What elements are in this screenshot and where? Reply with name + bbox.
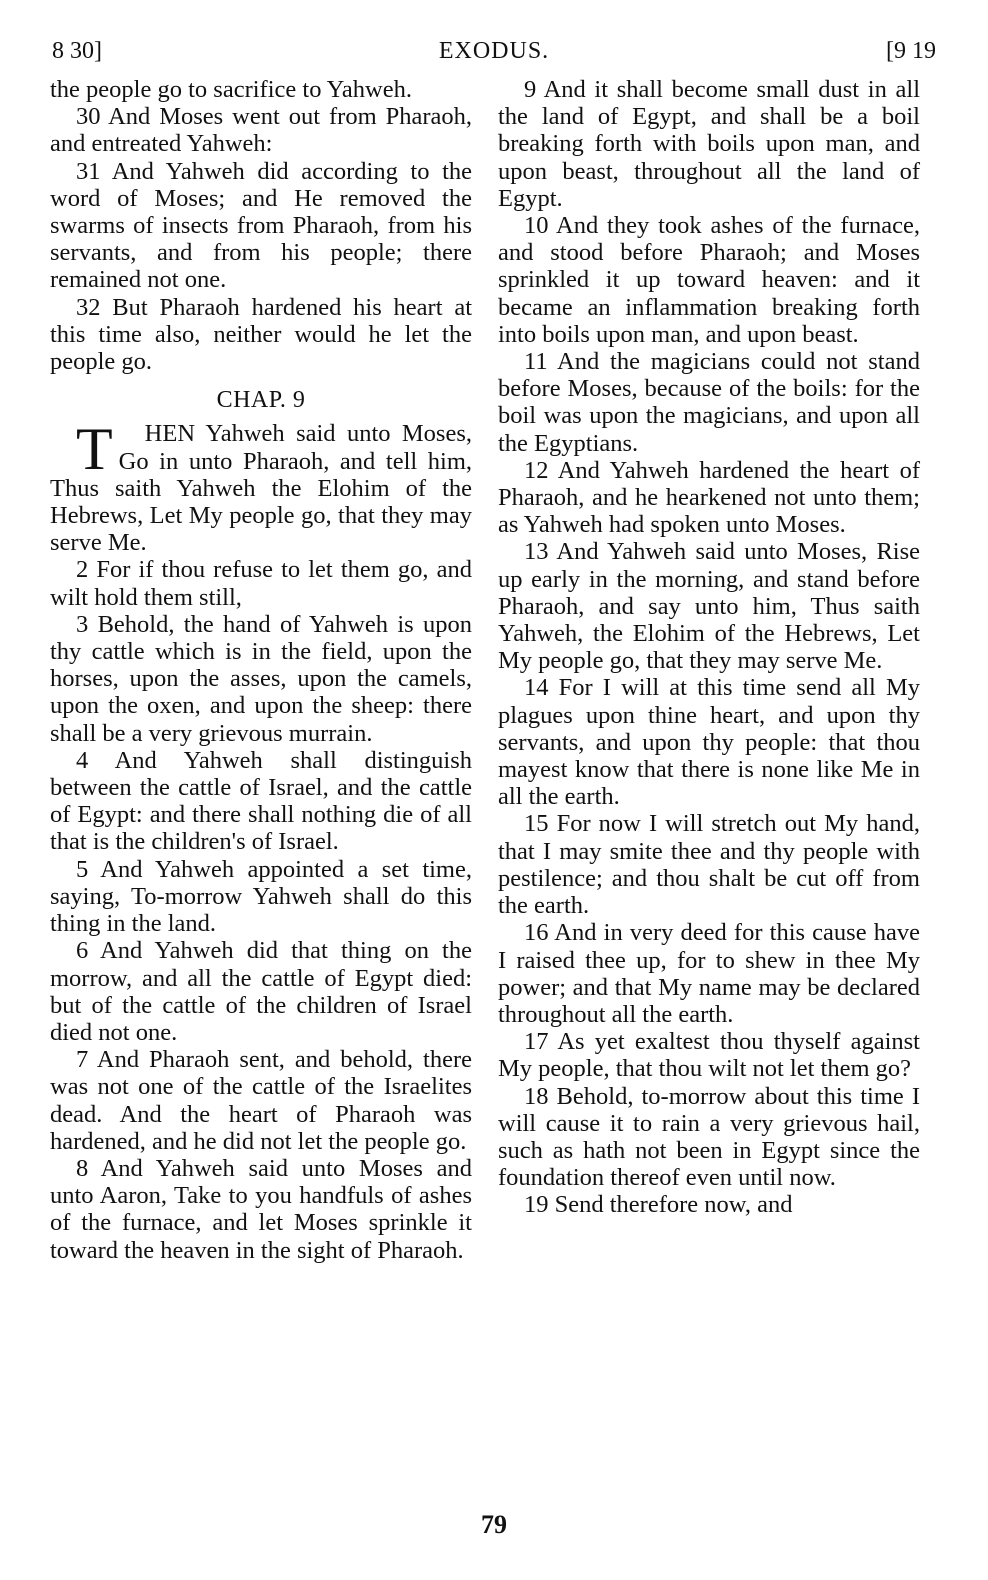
- verse-paragraph: 17 As yet exaltest thou thyself against My people, that thou wilt not let them go?: [498, 1028, 920, 1083]
- verse-paragraph: 30 And Moses went out from Pharaoh, and entreated Yahweh:: [50, 103, 472, 158]
- verse-paragraph: the people go to sacrifice to Yahweh.: [50, 76, 412, 103]
- verse-paragraph: 4 And Yahweh shall distinguish between the cattle of Israel, and the cattle of Egypt: and there shall nothing die of all that is the children's of Israel.: [50, 746, 472, 856]
- verse-paragraph: 13 And Yahweh said unto Moses, Rise up early in the morning, and stand before Pharaoh, and say unto him, Thus saith Yahweh, the Elohim of the Hebrews, Let My people go, that they may serve Me.: [498, 538, 920, 675]
- verse-paragraph: 18 Behold, to-morrow about this time I will cause it to rain a very grievous hail, such as hath not been in Egypt since the foundation thereof even until now.: [498, 1082, 920, 1192]
- verse-paragraph: 7 And Pharaoh sent, and behold, there was not one of the cattle of the Israelites dead. And the heart of Pharaoh was hardened, and he did not let the people go.: [50, 1046, 472, 1155]
- verse-paragraph: 15 For now I will stretch out My hand, that I may smite thee and thy people with pestilence; and thou shalt be cut off from the earth.: [498, 810, 920, 920]
- verse-paragraph: 14 For I will at this time send all My plagues upon thine heart, and upon thy servants, and upon thy people: that thou mayest know that there is none like Me in all the earth.: [498, 674, 920, 811]
- verse-paragraph: 32 But Pharaoh hardened his heart at this time also, neither would he let the people go.: [50, 293, 472, 376]
- verse-paragraph: 3 Behold, the hand of Yahweh is upon thy cattle which is in the field, upon the horses, upon the asses, upon the camels, upon the oxen, and upon the sheep: there shall be a very grievous murrain.: [50, 610, 472, 747]
- header-verse-range-start: 8 30]: [52, 38, 102, 64]
- verse-paragraph: 9 And it shall become small dust in all the land of Egypt, and shall be a boil breaking forth with boils upon man, and upon beast, throughout all the land of Egypt.: [498, 76, 920, 212]
- verse-paragraph: 8 And Yahweh said unto Moses and unto Aaron, Take to you handfuls of ashes of the furnace, and let Moses sprinkle it toward the heaven in the sight of Pharaoh.: [50, 1154, 472, 1264]
- header-book-title: EXODUS.: [438, 38, 550, 64]
- verse-paragraph: 16 And in very deed for this cause have I raised thee up, for to shew in thee My power; and that My name may be declared throughout all the earth.: [498, 919, 920, 1028]
- verse-paragraph: 10 And they took ashes of the furnace, and stood before Pharaoh; and Moses sprinkled it up toward heaven: and it became an inflammation breaking forth into boils upon man, and upon beast.: [498, 212, 920, 348]
- running-header: [52, 34, 936, 68]
- verse-paragraph: 5 And Yahweh appointed a set time, saying, To-morrow Yahweh shall do this thing in the land.: [50, 855, 472, 938]
- chapter-opening-paragraph: [50, 416, 472, 557]
- left-column: [50, 76, 472, 1264]
- verse-paragraph: 12 And Yahweh hardened the heart of Pharaoh, and he hearkened not unto them; as Yahweh had spoken unto Moses.: [498, 456, 920, 539]
- verse-paragraph: 2 For if thou refuse to let them go, and wilt hold them still,: [50, 556, 472, 611]
- header-verse-range-end: [9 19: [886, 38, 936, 64]
- verse-paragraph: 11 And the magicians could not stand before Moses, because of the boils: for the boil was upon the magicians, and upon all the Egyptians.: [498, 348, 920, 457]
- verse-paragraph: 19 Send therefore now, and: [524, 1191, 793, 1219]
- verse-paragraph: 31 And Yahweh did according to the word of Moses; and He removed the swarms of insects from Pharaoh, from his servants, and from his people; there remained not one.: [50, 157, 472, 294]
- drop-cap: T: [76, 416, 113, 483]
- opening-text: HEN Yahweh said unto Moses, Go in unto Pharaoh, and tell him, Thus saith Yahweh the Elohim of the Hebrews, Let My people go, that they may serve Me.: [50, 420, 472, 557]
- page-number: 79: [481, 1510, 507, 1539]
- right-column: [498, 76, 920, 1219]
- verse-paragraph: 6 And Yahweh did that thing on the morrow, and all the cattle of Egypt died: but of the cattle of the children of Israel died not one.: [50, 937, 472, 1046]
- chapter-heading: CHAP. 9: [216, 387, 306, 414]
